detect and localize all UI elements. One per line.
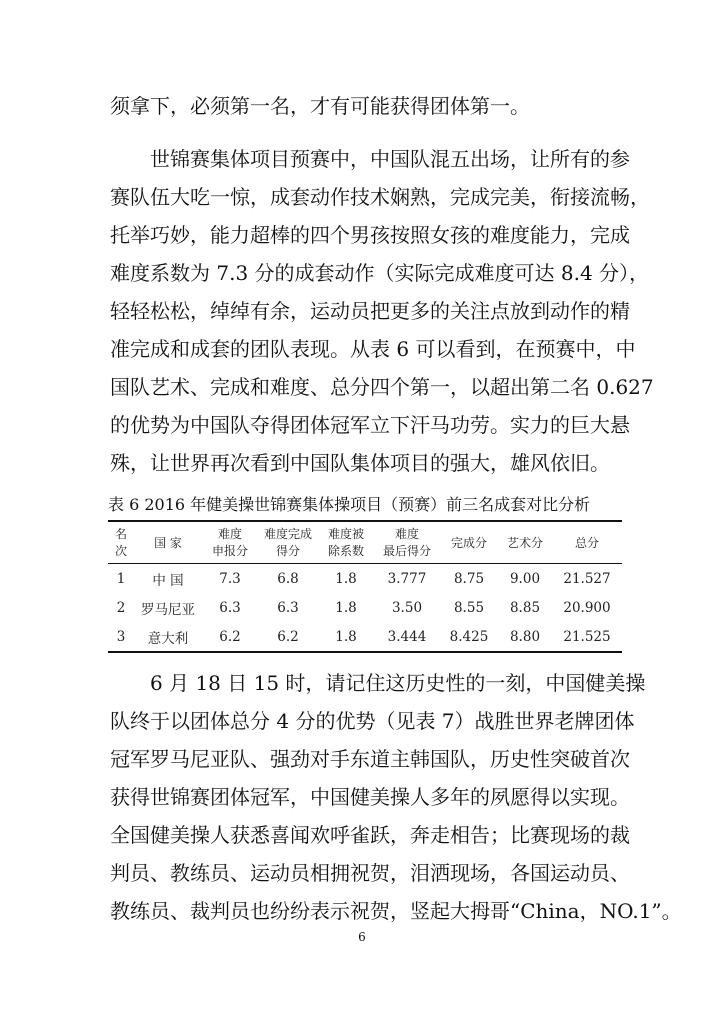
table-row <box>108 622 622 652</box>
cell-total: 20.900 <box>563 599 611 616</box>
header-execution: 完成分 <box>450 535 487 550</box>
table-row <box>108 564 622 594</box>
cell-difficulty-declared: 7.3 <box>219 570 241 587</box>
table-header-row <box>108 521 622 564</box>
header-country: 国 家 <box>154 535 182 550</box>
cell-country: 中 国 <box>152 572 184 589</box>
cell-difficulty-declared: 6.2 <box>219 628 241 645</box>
header-difficulty-declared: 难度 申报分 <box>211 527 248 558</box>
cell-artistry: 8.80 <box>509 628 541 645</box>
paragraph-3-line: 获得世锦赛团体冠军，中国健美操人多年的夙愿得以实现。 <box>110 785 630 809</box>
paragraph-2-line: 的优势为中国队夺得团体冠军立下汗马功劳。实力的巨大悬 <box>110 413 630 437</box>
header-artistry: 艺术分 <box>506 535 543 550</box>
cell-execution: 8.75 <box>453 570 485 587</box>
cell-country: 意大利 <box>147 630 189 647</box>
comparison-table <box>108 520 622 653</box>
cell-rank: 1 <box>116 570 126 587</box>
cell-country: 罗马尼亚 <box>141 601 195 618</box>
paragraph-1-line: 须拿下，必须第一名，才有可能获得团体第一。 <box>110 94 530 118</box>
paragraph-3-line: 教练员、裁判员也纷纷表示祝贺，竖起大拇哥“China，NO.1”。 <box>110 899 682 923</box>
page-number: 6 <box>358 930 366 944</box>
cell-execution: 8.55 <box>453 599 485 616</box>
table-caption: 表 6 2016 年健美操世锦赛集体操项目（预赛）前三名成套对比分析 <box>108 495 591 514</box>
header-difficulty-final: 难度 最后得分 <box>382 527 431 558</box>
paragraph-3-line: 判员、教练员、运动员相拥祝贺，泪洒现场，各国运动员、 <box>110 861 630 885</box>
cell-total: 21.527 <box>563 570 611 587</box>
paragraph-3-line: 冠军罗马尼亚队、强劲对手东道主韩国队，历史性突破首次 <box>110 747 630 771</box>
cell-difficulty-declared: 6.3 <box>219 599 241 616</box>
cell-artistry: 8.85 <box>509 599 541 616</box>
paragraph-2-line: 赛队伍大吃一惊，成套动作技术娴熟，完成完美，衔接流畅， <box>110 185 650 209</box>
cell-difficulty-final: 3.777 <box>387 570 427 587</box>
cell-rank: 2 <box>116 599 126 616</box>
cell-difficulty-completed: 6.3 <box>277 599 299 616</box>
cell-total: 21.525 <box>563 628 611 645</box>
cell-difficulty-final: 3.444 <box>387 628 427 645</box>
cell-difficulty-completed: 6.2 <box>277 628 299 645</box>
cell-difficulty-final: 3.50 <box>391 599 423 616</box>
cell-difficulty-completed: 6.8 <box>277 570 299 587</box>
paragraph-2-line: 世锦赛集体项目预赛中，中国队混五出场，让所有的参 <box>150 147 630 171</box>
cell-artistry: 9.00 <box>509 570 541 587</box>
header-divisor: 难度被 除系数 <box>327 527 364 558</box>
paragraph-2-line: 国队艺术、完成和难度、总分四个第一，以超出第二名 0.627 <box>110 375 654 399</box>
header-rank: 名 次 <box>114 527 127 558</box>
header-difficulty-completed: 难度完成 得分 <box>263 527 312 558</box>
paragraph-2-line: 准完成和成套的团队表现。从表 6 可以看到，在预赛中，中 <box>110 337 636 361</box>
paragraph-2-line: 托举巧妙，能力超棒的四个男孩按照女孩的难度能力，完成 <box>110 223 630 247</box>
paragraph-2-line: 殊，让世界再次看到中国队集体项目的强大，雄风依旧。 <box>110 451 610 475</box>
header-total: 总分 <box>574 535 599 550</box>
table-row <box>108 593 622 622</box>
cell-execution: 8.425 <box>449 628 489 645</box>
paragraph-3-line: 队终于以团体总分 4 分的优势（见表 7）战胜世界老牌团体 <box>110 709 635 733</box>
cell-divisor: 1.8 <box>335 599 357 616</box>
cell-divisor: 1.8 <box>335 570 357 587</box>
paragraph-2-line: 难度系数为 7.3 分的成套动作（实际完成难度可达 8.4 分）， <box>110 261 650 285</box>
cell-divisor: 1.8 <box>335 628 357 645</box>
cell-rank: 3 <box>116 628 126 645</box>
paragraph-3-line: 6 月 18 日 15 时，请记住这历史性的一刻，中国健美操 <box>150 671 646 695</box>
paragraph-3-line: 全国健美操人获悉喜闻欢呼雀跃，奔走相告；比赛现场的裁 <box>110 823 630 847</box>
paragraph-2-line: 轻轻松松，绰绰有余，运动员把更多的关注点放到动作的精 <box>110 299 630 323</box>
